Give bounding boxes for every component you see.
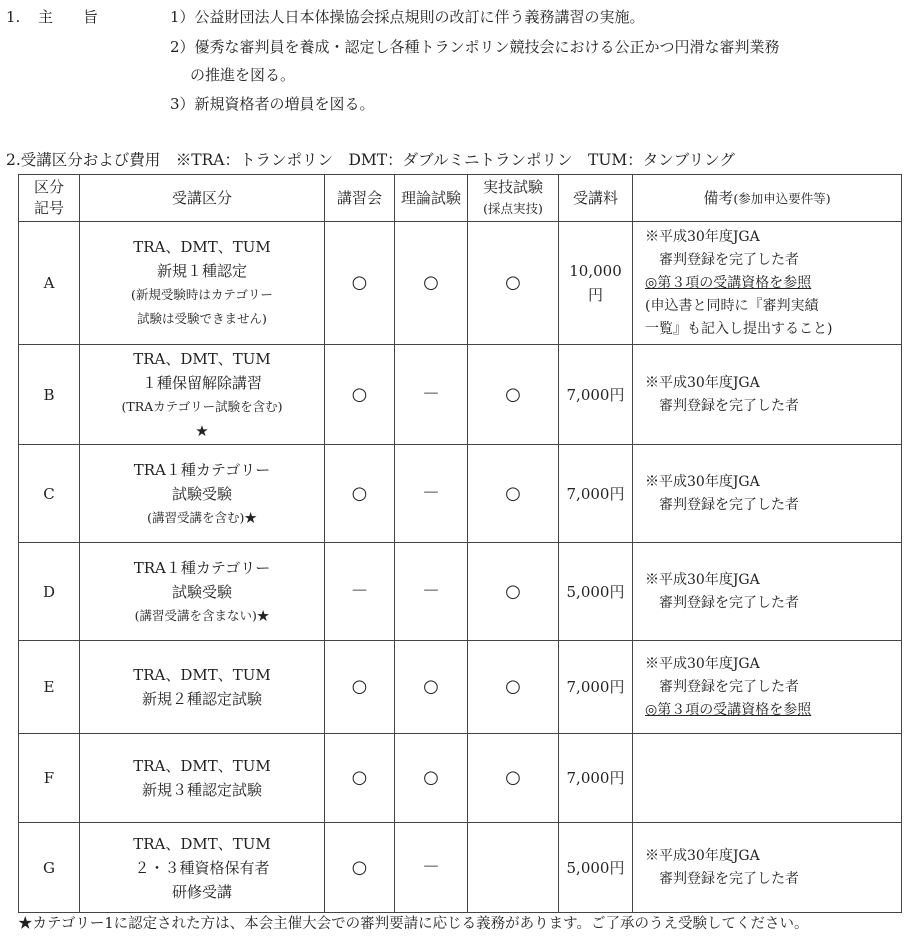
row-lecture: ○ (325, 734, 395, 823)
row-fee: 10,000 円 (559, 222, 633, 345)
row-fee: 7,000円 (559, 641, 633, 734)
footer-note: ★カテゴリー1に認定された方は、本会主催大会での審判要請に応じる義務があります。ご了承のうえ受験してください。 (18, 916, 809, 932)
header-lecture: 講習会 (325, 175, 395, 222)
row-fee: 7,000円 (559, 345, 633, 445)
row-theory: － (395, 543, 468, 641)
row-category: TRA、DMT、TUM １種保留解除講習 (TRAカテゴリー試験を含む) ★ (80, 345, 325, 445)
header-theory: 理論試験 (395, 175, 468, 222)
row-category: TRA１種カテゴリー 試験受験 (講習受講を含む)★ (80, 445, 325, 543)
section1-item-2-cont: の推進を図る。 (190, 66, 296, 84)
row-lecture: ○ (325, 823, 395, 913)
section2-title: 2.受講区分および費用 ※TRA：トランポリン DMT：ダブルミニトランポリン TUM：タンブリング (6, 151, 735, 169)
row-code: C (19, 445, 80, 543)
row-practical: ○ (468, 222, 559, 345)
row-fee: 5,000円 (559, 823, 633, 913)
header-practical: 実技試験 (採点実技) (468, 175, 559, 222)
row-theory: － (395, 345, 468, 445)
row-category: TRA、DMT、TUM 新規２種認定試験 (80, 641, 325, 734)
row-lecture: ○ (325, 641, 395, 734)
row-remarks: ※平成30年度JGA 審判登録を完了した者 ◎第３項の受講資格を参照 (633, 641, 902, 734)
section1-item-1: 1）公益財団法人日本体操協会採点規則の改訂に伴う義務講習の実施。 (170, 8, 645, 26)
row-fee: 5,000円 (559, 543, 633, 641)
row-remarks: ※平成30年度JGA 審判登録を完了した者 ◎第３項の受講資格を参照 (申込書と同時に『審判実績 一覧』も記入し提出すること) (633, 222, 902, 345)
table-header-row (19, 175, 902, 222)
header-fee: 受講料 (559, 175, 633, 222)
row-lecture: ○ (325, 222, 395, 345)
table-row (19, 734, 902, 823)
row-remarks (633, 734, 902, 823)
row-theory: ○ (395, 734, 468, 823)
row-lecture: ○ (325, 345, 395, 445)
row-code: E (19, 641, 80, 734)
section1-item-3: 3）新規資格者の増員を図る。 (170, 95, 375, 113)
row-remarks: ※平成30年度JGA 審判登録を完了した者 (633, 823, 902, 913)
row-practical: ○ (468, 345, 559, 445)
table-row (19, 222, 902, 345)
header-category: 受講区分 (80, 175, 325, 222)
row-practical: ○ (468, 543, 559, 641)
row-code: G (19, 823, 80, 913)
row-category: TRA１種カテゴリー 試験受験 (講習受講を含まない)★ (80, 543, 325, 641)
table-row (19, 345, 902, 445)
row-practical (468, 823, 559, 913)
table-row (19, 445, 902, 543)
row-code: D (19, 543, 80, 641)
row-code: A (19, 222, 80, 345)
row-practical: ○ (468, 734, 559, 823)
row-remarks: ※平成30年度JGA 審判登録を完了した者 (633, 543, 902, 641)
row-practical: ○ (468, 641, 559, 734)
row-theory: － (395, 823, 468, 913)
row-category: TRA、DMT、TUM ２・３種資格保有者 研修受講 (80, 823, 325, 913)
table-row (19, 823, 902, 913)
row-fee: 7,000円 (559, 445, 633, 543)
row-theory: ○ (395, 222, 468, 345)
row-theory: ○ (395, 641, 468, 734)
row-practical: ○ (468, 445, 559, 543)
section1-number: 1. (6, 8, 21, 26)
course-table (18, 174, 902, 913)
row-remarks: ※平成30年度JGA 審判登録を完了した者 (633, 345, 902, 445)
row-lecture: － (325, 543, 395, 641)
table-row (19, 543, 902, 641)
row-lecture: ○ (325, 445, 395, 543)
header-code: 区分 記号 (19, 175, 80, 222)
row-category: TRA、DMT、TUM 新規１種認定 (新規受験時はカテゴリー 試験は受験できません) (80, 222, 325, 345)
row-code: B (19, 345, 80, 445)
row-theory: － (395, 445, 468, 543)
row-remarks: ※平成30年度JGA 審判登録を完了した者 (633, 445, 902, 543)
row-fee: 7,000円 (559, 734, 633, 823)
header-remarks: 備考(参加申込要件等) (633, 175, 902, 222)
section1-label: 主 旨 (38, 8, 99, 26)
row-category: TRA、DMT、TUM 新規３種認定試験 (80, 734, 325, 823)
table-row (19, 641, 902, 734)
row-code: F (19, 734, 80, 823)
section1-item-2: 2）優秀な審判員を養成・認定し各種トランポリン競技会における公正かつ円滑な審判業務 (170, 38, 780, 56)
